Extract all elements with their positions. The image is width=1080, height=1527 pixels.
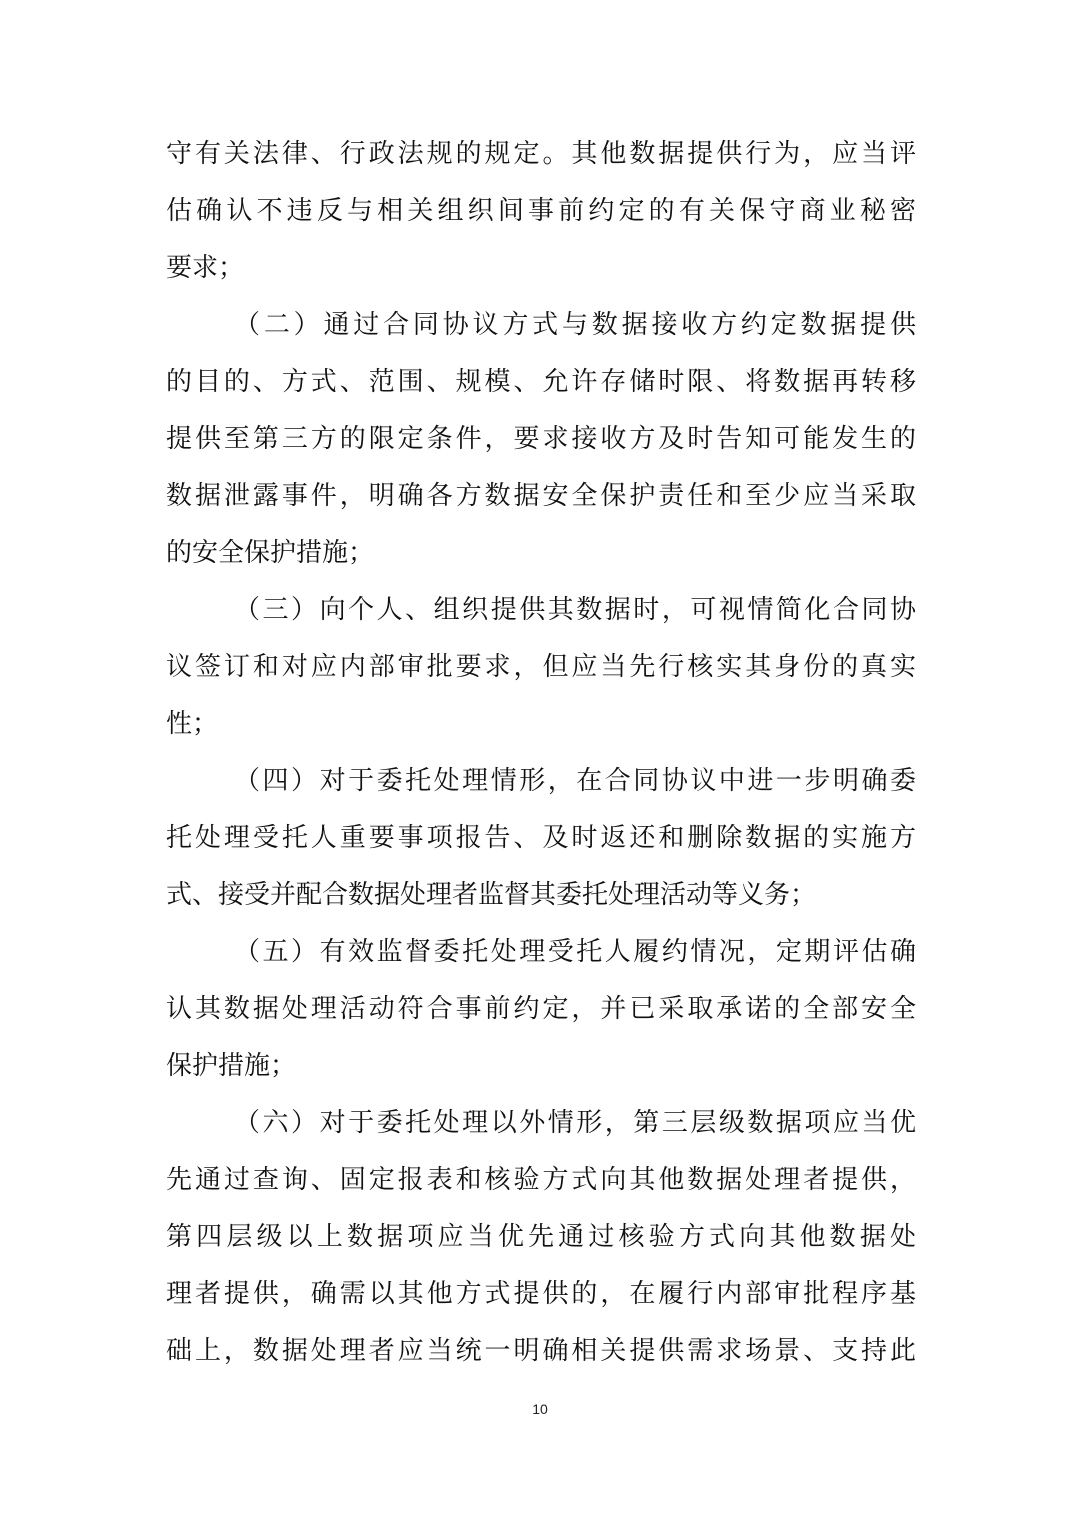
text-line: 理者提供，确需以其他方式提供的，在履行内部审批程序基 — [166, 1279, 916, 1309]
text-line: 保护措施； — [166, 1051, 297, 1081]
text-line: 托处理受托人重要事项报告、及时返还和删除数据的实施方 — [166, 823, 916, 853]
text-line: 的安全保护措施； — [166, 538, 375, 568]
text-line: （五）有效监督委托处理受托人履约情况，定期评估确 — [234, 937, 916, 967]
text-line: 提供至第三方的限定条件，要求接收方及时告知可能发生的 — [166, 424, 916, 454]
text-line: 议签订和对应内部审批要求，但应当先行核实其身份的真实 — [166, 652, 916, 682]
text-line: 要求； — [166, 253, 245, 283]
text-line: 守有关法律、行政法规的规定。其他数据提供行为，应当评 — [166, 139, 916, 169]
text-line: 础上，数据处理者应当统一明确相关提供需求场景、支持此 — [166, 1336, 916, 1366]
text-line: （三）向个人、组织提供其数据时，可视情简化合同协 — [234, 595, 916, 625]
text-line: （四）对于委托处理情形，在合同协议中进一步明确委 — [234, 766, 916, 796]
text-line: 认其数据处理活动符合事前约定，并已采取承诺的全部安全 — [166, 994, 916, 1024]
page-number: 10 — [532, 1401, 548, 1417]
text-line: 第四层级以上数据项应当优先通过核验方式向其他数据处 — [166, 1222, 916, 1252]
text-line: 估确认不违反与相关组织间事前约定的有关保守商业秘密 — [166, 196, 916, 226]
text-line: （六）对于委托处理以外情形，第三层级数据项应当优 — [234, 1108, 916, 1138]
text-line: 数据泄露事件，明确各方数据安全保护责任和至少应当采取 — [166, 481, 916, 511]
text-line: 的目的、方式、范围、规模、允许存储时限、将数据再转移 — [166, 367, 916, 397]
text-line: （二）通过合同协议方式与数据接收方约定数据提供 — [234, 310, 916, 340]
text-line: 式、接受并配合数据处理者监督其委托处理活动等义务； — [166, 880, 817, 910]
text-line: 性； — [166, 709, 219, 739]
body-text — [166, 126, 916, 1380]
text-line: 先通过查询、固定报表和核验方式向其他数据处理者提供， — [166, 1165, 916, 1195]
